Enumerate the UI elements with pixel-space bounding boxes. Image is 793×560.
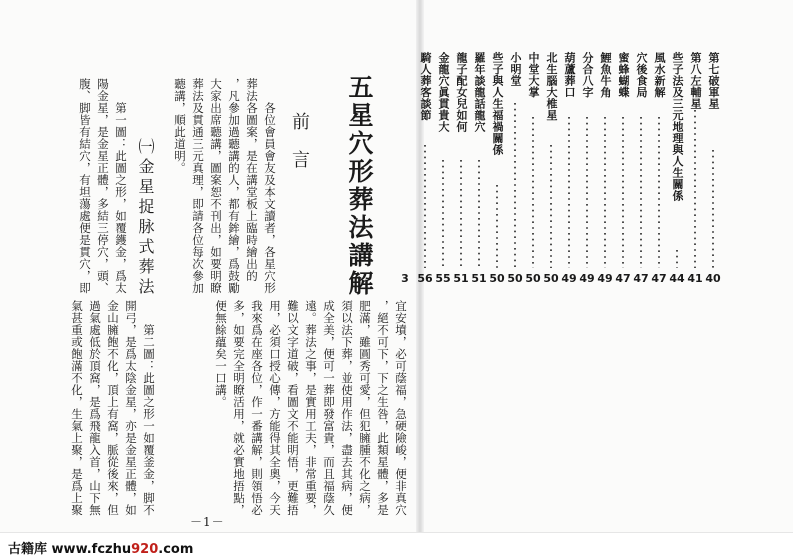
watermark-text (8, 538, 193, 557)
toc-entry (562, 52, 576, 292)
toc-page-number: 47 (615, 272, 631, 285)
watermark-url-accent: 920 (131, 542, 159, 557)
toc-page-number: 51 (453, 272, 469, 285)
toc-page-number: 44 (669, 272, 685, 285)
toc-entry-label: 北生腦大椎星 (545, 52, 558, 121)
body-line-9: 我來爲在座各位，作一番講解，則領悟必 (250, 300, 264, 516)
toc-page-number: 50 (525, 272, 541, 285)
toc-entry (472, 52, 486, 292)
toc-entry-label: 龍子配女兒如何 (455, 52, 468, 133)
toc-entry-label: 小明堂 (509, 52, 522, 87)
page-number: －1－ (190, 515, 225, 529)
body-line-12: 第二圖：此圖之形一如覆釜金，脚不 (142, 300, 156, 516)
body-line-11: 便無餘蘊矣一口講。 (214, 300, 228, 408)
body-line-13: 開弓，是爲太陰金星，亦是金星正體，如 (124, 300, 138, 516)
body-line-3: 肥滿，雖圓秀可愛，但犯臃腫不化之病， (358, 300, 372, 516)
section-title: ㈠金星捉脉式葬法 (136, 138, 155, 298)
toc-entry (508, 52, 522, 292)
toc-page-number: 49 (561, 272, 577, 285)
toc-entry-label: 羅年談龍話龍穴 (473, 52, 486, 133)
toc-page-number: 50 (507, 272, 523, 285)
toc-page-number: 50 (543, 272, 559, 285)
toc-entry (706, 52, 720, 292)
toc-entry-label: 中堂大掌 (527, 52, 540, 98)
toc-entry (436, 52, 450, 292)
toc-entry-label: 金龍穴眞貫貴大 (437, 52, 450, 133)
toc-entry-label: 穴後食局 (635, 52, 648, 98)
toc-entry (634, 52, 648, 292)
toc-entry (454, 52, 468, 292)
toc-entry-label: 鯉魚牛角 (599, 52, 612, 98)
toc-entry (616, 52, 630, 292)
watermark-url-suffix: .com (158, 542, 194, 557)
preface-line-1: 各位會員會友及本文讀者，各星穴形 (263, 78, 277, 294)
watermark-footer (0, 532, 793, 560)
toc-page-number: 55 (435, 272, 451, 285)
body-line-16: 氣甚重或飽滿不化，生氣上聚，是爲上聚 (70, 300, 84, 516)
toc-page-number: 49 (579, 272, 595, 285)
toc-page-number: 56 (417, 272, 433, 285)
section-line-3: 腹、脚皆有結穴，有坦蕩處便是貫穴，即 (78, 78, 92, 294)
toc-page-number: 47 (651, 272, 667, 285)
toc-page-number: 51 (471, 272, 487, 285)
body-line-15: 過氣處低於頂窩，是爲飛龍入首，山下無 (88, 300, 102, 516)
watermark-url[interactable] (52, 542, 194, 557)
toc-entry-label: 些子法及三元地理與人生關係 (671, 52, 684, 202)
body-line-10: 多，如要完全明瞭活用，就必實地捂點， (232, 300, 246, 516)
toc-entry (418, 52, 432, 292)
toc-entry-label: 葫蘆葬口 (563, 52, 576, 98)
toc-entry-label: 第七破軍星 (707, 52, 720, 110)
preface-title: 前言 (289, 112, 310, 188)
preface-line-5: 葬法及貫通三元真理，即請各位每次參加 (191, 78, 205, 294)
section-line-2: 陽金星，是金星正體，多結三停穴，頭、 (96, 78, 110, 294)
toc-page-number: 40 (705, 272, 721, 285)
toc-entry-label: 分合八字 (581, 52, 594, 98)
toc-entry (598, 52, 612, 292)
body-line-7: 難以文字道破，看圖文不能明悟，更難捂 (286, 300, 300, 516)
preface-line-6: 聽講，順此道明。 (173, 78, 187, 174)
watermark-site-name: 古籍库 (8, 542, 48, 557)
toc-entry (580, 52, 594, 292)
section-line-1: 第一圖：此圖之形，如覆鑊金，爲太 (114, 78, 128, 294)
body-line-4: 須以法下葬，並使用作法，盡去其病，便 (340, 300, 354, 516)
toc-page-number: 50 (489, 272, 505, 285)
toc-entry (490, 52, 504, 292)
watermark-url-prefix: www.fczhu (51, 542, 132, 557)
toc-page-number-partial: 3 (401, 272, 409, 285)
toc-entry-label: 風水新解 (653, 52, 666, 98)
body-line-6: 遠。葬法之事，是實用工夫，非常重要， (304, 300, 318, 516)
body-line-8: 用，必須口授心傳，方能得其全奧，今天 (268, 300, 282, 516)
preface-line-4: 大家出席聽講，圖案恕不刊出，如要明瞭 (209, 78, 223, 294)
toc-entry (670, 52, 684, 292)
toc-entry-label: 些子與人生福禍關係 (491, 52, 504, 156)
body-line-2: ，絕不可下，下之生咎，此類星體，多是 (376, 300, 390, 516)
toc-entry-label: 騎人葬客談節 (419, 52, 432, 121)
toc-entry-label: 蜜蜂蝴蝶 (617, 52, 630, 98)
book-title: 五星穴形葬法講解 (345, 74, 374, 298)
toc-entry (652, 52, 666, 292)
toc-entry (526, 52, 540, 292)
toc-page-number: 41 (687, 272, 703, 285)
toc-entry-label: 第八左輔星 (689, 52, 702, 110)
toc-entry (544, 52, 558, 292)
toc-page-number: 47 (633, 272, 649, 285)
toc-entry (688, 52, 702, 292)
toc-page-number: 49 (597, 272, 613, 285)
body-line-14: 金山臃飽不化，頂上有窩，脈從後來，但 (106, 300, 120, 516)
preface-line-3: ，凡參加過聽講的人，都有鉾繪，爲鼓勵 (227, 78, 241, 294)
preface-line-2: 葬法各圖案，是在講堂板上臨時繪出的 (245, 78, 259, 282)
body-line-5: 成全美，便可一葬即發富貴，而且福蔭久 (322, 300, 336, 516)
body-line-1: 宜安墳，必可蔭福，急硬險峻，便非真穴 (394, 300, 408, 516)
